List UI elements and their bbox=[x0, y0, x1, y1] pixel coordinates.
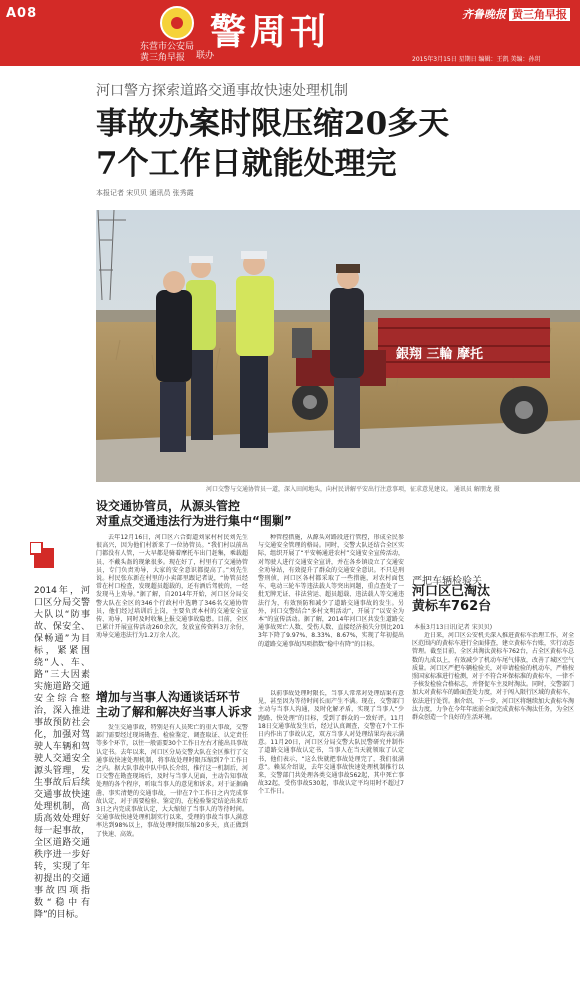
page-header-banner bbox=[0, 0, 580, 66]
sidebar-summary: 2014年，河口区分局交警大队以“防事故、保安全、保畅通”为目标，紧紧围绕“人、车、路”三大因素实施道路交通安全综合整治，深入推进事故预防社会化，加强对驾驶人车辆和驾驶人交通安全源头管理，发生事故后后续交通事故快速处理机制，高质高效处理好每一起事故，全区道路交通秩序进一步好转，实现了年初提出的交通事故四项指数“稳中有降”的目标。 bbox=[34, 586, 90, 920]
tricycle-sign-text: 銀翔 三輪 摩托 bbox=[396, 347, 484, 362]
sidebar-marker-icon bbox=[30, 542, 58, 570]
box-kicker: 严把车辆检验关 bbox=[412, 576, 482, 587]
section2-paragraph-2: 以前事故处理时限长，当事人常常对处理结果有意见，甚至因为等待时间长而产生不满。现在，交警部门主动与当事人沟通，及时化解矛盾，实现了当事人“少跑路、快处理”的目标，受到了群众的一致好评。11月18日交通事故发生后，经过认真调查，交警在7个工作日内作出了事故认定，双方当事人对处理结果均表示满意。11月20日，河口区分局交警大队民警研究并制作了道路交通事故认定书，当事人在当天就领取了认定书，他们表示，“这么快就把事故处理完了，我们很满意”。赖某介绍说，去年交通事故快速处理机制推行以来，交警部门共处理各类交通事故562起，其中死亡事故32起，受伤事故530起，事故认定平均用时不超过7个工作日。 bbox=[258, 690, 404, 796]
sponsor-police-bureau: 东营市公安局 bbox=[140, 42, 195, 52]
article-byline: 本报记者 宋贝贝 通讯员 张秀霞 bbox=[96, 189, 194, 197]
photo-caption: 河口交警与交通协管员一道，深入田间地头，向村民讲解平安出行注意事项，征求意见建议。 通讯员 解朋龙 摄 bbox=[206, 486, 500, 493]
section2-heading bbox=[96, 690, 252, 720]
page-number: A08 bbox=[6, 6, 38, 21]
dateline: 2015年3月15日 星期日 编辑：王凯 美编：孙玥 bbox=[412, 56, 541, 63]
box-headline bbox=[412, 584, 491, 614]
newspaper-logo bbox=[462, 6, 570, 22]
article-photo bbox=[96, 210, 580, 482]
box-headline-line1: 河口区已淘汰 bbox=[412, 584, 491, 599]
box-body bbox=[412, 632, 574, 922]
masthead-title: 警周刊 bbox=[210, 11, 331, 53]
section1-heading-line1: 设交通协管员，从源头管控 bbox=[96, 499, 241, 513]
newspaper-logo-name: 齐鲁晚报 bbox=[462, 8, 506, 21]
section1-paragraph-1: 去年12月16日，河口区六合街道刘家村村民刘先生很高兴，因为他们村新来了一位协管员。“我们村以前出门都没有人管，一大早都是骑着摩托车出门赶集，乘载超员、不戴头盔的现象很多。现在好了，村里有了交通协管员，专门负责劝导，大家的安全意识都提高了。”刘先生说。村民张东新在村里的小卖部里跟记者说，“协管员经常在村口检查，发现超员超载的，还有酒后驾驶的，一经发现马上劝导。”据了解，自2014年开始，河口区分局交警大队在全区的346个行政村中选聘了346名交通协管员，他们经过培训后上岗，主要负责本村的交通安全宣传、劝导，同时及时收集上报交通事故隐患。目前，全区已累计开展宣传活动260余次，发放宣传资料3万余份，劝导交通违法行为1.2万余人次。 bbox=[96, 534, 248, 640]
section2-column-1 bbox=[96, 724, 248, 976]
section1-heading-line2: 对重点交通违法行为进行集中“围剿” bbox=[96, 514, 292, 528]
headline-line-1: 事故办案时限压缩20多天 bbox=[96, 106, 450, 142]
box-byline: 本报3月13日讯(记者 宋贝贝) bbox=[414, 624, 493, 631]
photo-illustration bbox=[96, 210, 580, 482]
section2-heading-line1: 增加与当事人沟通谈话环节 bbox=[96, 690, 241, 704]
box-headline-line2: 黄标车762台 bbox=[412, 599, 492, 614]
section2-heading-line2: 主动了解和解决好当事人诉求 bbox=[96, 705, 253, 719]
section2-paragraph-1: 发生交通事故，特别是有人员死亡的重大事故，交警部门需要经过现场勘查、检验鉴定、调查取证、认定责任等多个环节，以往一般需要30个工作日左右才能出具事故认定书。去年以来，河口区分局交警大队在全区推行了交通事故快速处理机制，将事故处理时限压缩到7个工作日之内。据大队事故中队中队长介绍，推行这一机制后，河口交警在勘查现场后，及时与当事人见面，主动告知事故处理的各个程序，听取当事人的意见和诉求。对于证据确凿、事实清楚的交通事故，一律在7个工作日之内完成事故认定，对于需要检验、鉴定的，在检验鉴定结论出来后3日之内完成事故认定，大大缩短了当事人的等待时间。交通事故快速处理机制实行以来，受理的事故当事人满意率达到98%以上，事故处理时限压缩20多天，真正做到了快速、高效。 bbox=[96, 724, 248, 838]
section1-column-2 bbox=[258, 534, 404, 684]
headline-line-2: 7个工作日就能处理完 bbox=[96, 146, 397, 182]
section2-column-2 bbox=[258, 690, 404, 976]
newspaper-logo-sub: 黄三角早报 bbox=[509, 8, 570, 21]
police-emblem-icon bbox=[160, 6, 194, 40]
section1-column-1 bbox=[96, 534, 248, 684]
sponsor-newspaper: 黄三角早报 bbox=[140, 53, 186, 63]
section1-paragraph-2: 种管控措施，从源头对路段进行管控，形成全民参与交通安全管理的格局。同时，交警大队还结合全区实际，组织开展了“平安畅通进农村”交通安全宣传活动，对驾驶人进行交通安全宣讲，并在各乡镇设立了交通安全劝导站，有效提升了群众的交通安全意识。不只是刑警刑侦，河口区各村都采取了一些措施，对农村面包车、电动三轮车等违法载人等突出问题，重点查处了一批无牌无证、非法营运、超员超载、违法载人等交通违法行为，有效预防和减少了道路交通事故的发生。另外，河口交警结合“多村文明活动”，开展了“以安全为本”的宣传活动。据了解，2014年河口区共发生道路交通事故死亡人数、受伤人数、直接经济损失分别比2013年下降了9.97%、8.33%、8.67%，实现了年初提出的道路交通事故四项指数“稳中有降”的目标。 bbox=[258, 534, 404, 648]
joint-label: 联办 bbox=[196, 51, 215, 61]
article-headline bbox=[96, 104, 449, 184]
box-paragraph: 近日来，河口区公安机关深入推进黄标车治理工作，对全区范围内的黄标车进行全面排查，建立黄标车台账，实行动态管理。截至目前，全区共淘汰黄标车762台，占全区黄标车总数的九成以上，有效减少了机动车尾气排放，改善了城区空气质量。河口区严把车辆检验关，对申请检验的机动车，严格按照国家标准进行检测，对于不符合环保标准的黄标车，一律不予核发检验合格标志，并督促车主及时淘汰。同时，交警部门加大对黄标车的路面查处力度，对于闯入限行区域的黄标车，依法进行处罚。据介绍，下一步，河口区将继续加大黄标车淘汰力度，力争在今年年底前全面完成黄标车淘汰任务，为全区群众创造一个良好的生活环境。 bbox=[412, 632, 574, 722]
section1-heading bbox=[96, 499, 292, 529]
article-kicker: 河口警方探索道路交通事故快速处理机制 bbox=[96, 83, 348, 99]
